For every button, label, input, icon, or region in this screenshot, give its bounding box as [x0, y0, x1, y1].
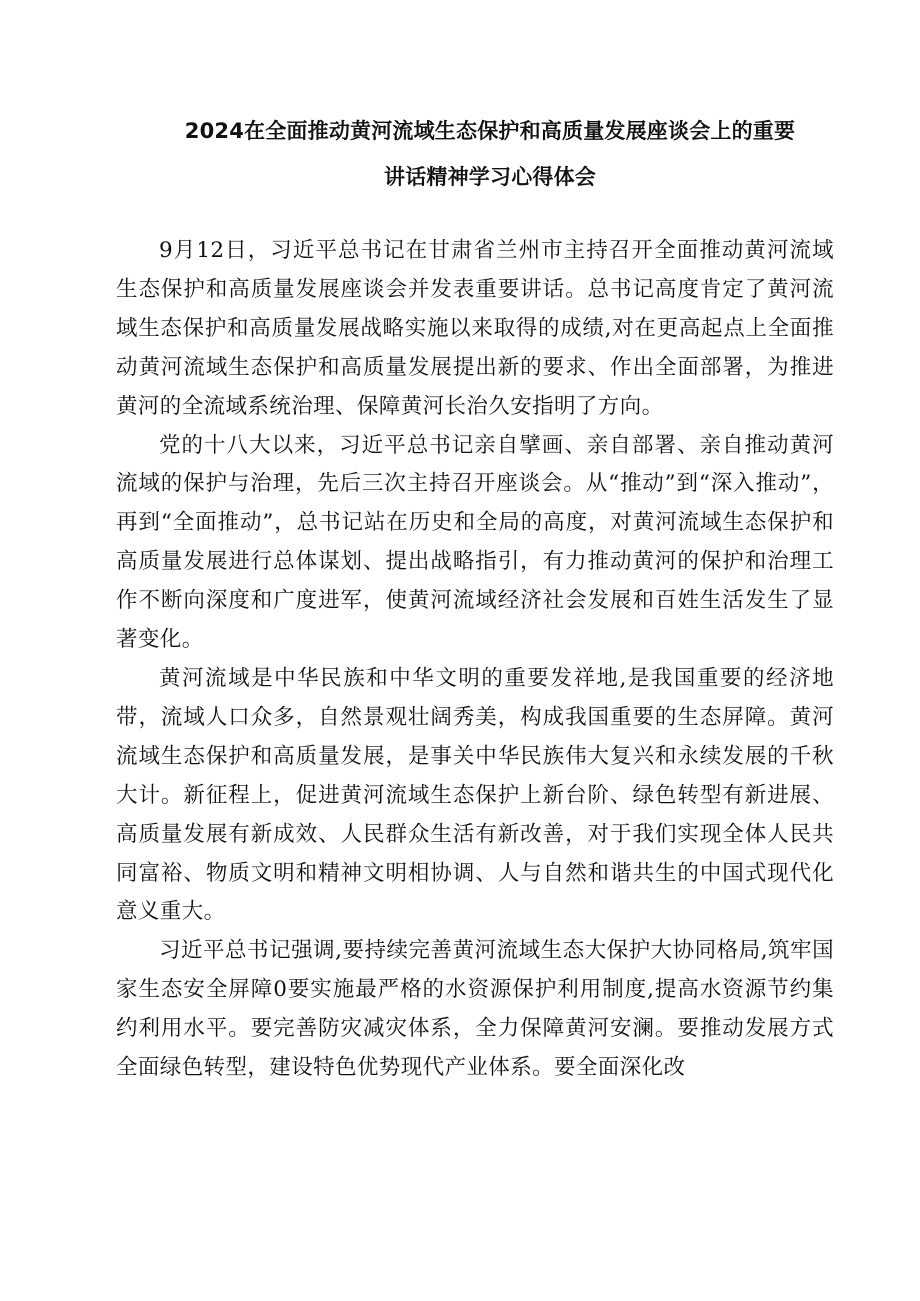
title-line-1: 2024在全面推动黄河流域生态保护和高质量发展座谈会上的重要: [184, 119, 796, 143]
paragraph-2: 党的十八大以来，习近平总书记亲自擘画、亲自部署、亲自推动黄河流域的保护与治理，先后三次主持召开座谈会。从“推动”到“深入推动”，再到“全面推动”，总书记站在历史和全局的高度，对黄河流域生态保护和高质量发展进行总体谋划、提出战略指引，有力推动黄河的保护和治理工作不断向深度和广度进军，使黄河流域经济社会发展和百姓生活发生了显著变化。: [116, 432, 834, 653]
paragraph-4: 习近平总书记强调,要持续完善黄河流域生态大保护大协同格局,筑牢国家生态安全屏障0要实施最严格的水资源保护利用制度,提高水资源节约集约利用水平。要完善防灾减灾体系，全力保障黄河安澜。要推动发展方式全面绿色转型，建设特色优势现代产业体系。要全面深化改: [116, 938, 834, 1081]
paragraph-1: 9月12日，习近平总书记在甘肃省兰州市主持召开全面推动黄河流域生态保护和高质量发展座谈会并发表重要讲话。总书记高度肯定了黄河流域生态保护和高质量发展战略实施以来取得的成绩,对在更高起点上全面推动黄河流域生态保护和高质量发展提出新的要求、作出全面部署，为推进黄河的全流域系统治理、保障黄河长治久安指明了方向。: [116, 238, 834, 419]
document-body: [116, 232, 834, 1088]
paragraph-3: 黄河流域是中华民族和中华文明的重要发祥地,是我国重要的经济地带，流域人口众多，自然景观壮阔秀美，构成我国重要的生态屏障。黄河流域生态保护和高质量发展，是事关中华民族伟大复兴和永续发展的千秋大计。新征程上，促进黄河流域生态保护上新台阶、绿色转型有新进展、高质量发展有新成效、人民群众生活有新改善，对于我们实现全体人民共同富裕、物质文明和精神文明相协调、人与自然和谐共生的中国式现代化意义重大。: [116, 665, 834, 925]
title-line-2: 讲话精神学习心得体会: [384, 165, 596, 189]
document-title: [120, 108, 860, 200]
